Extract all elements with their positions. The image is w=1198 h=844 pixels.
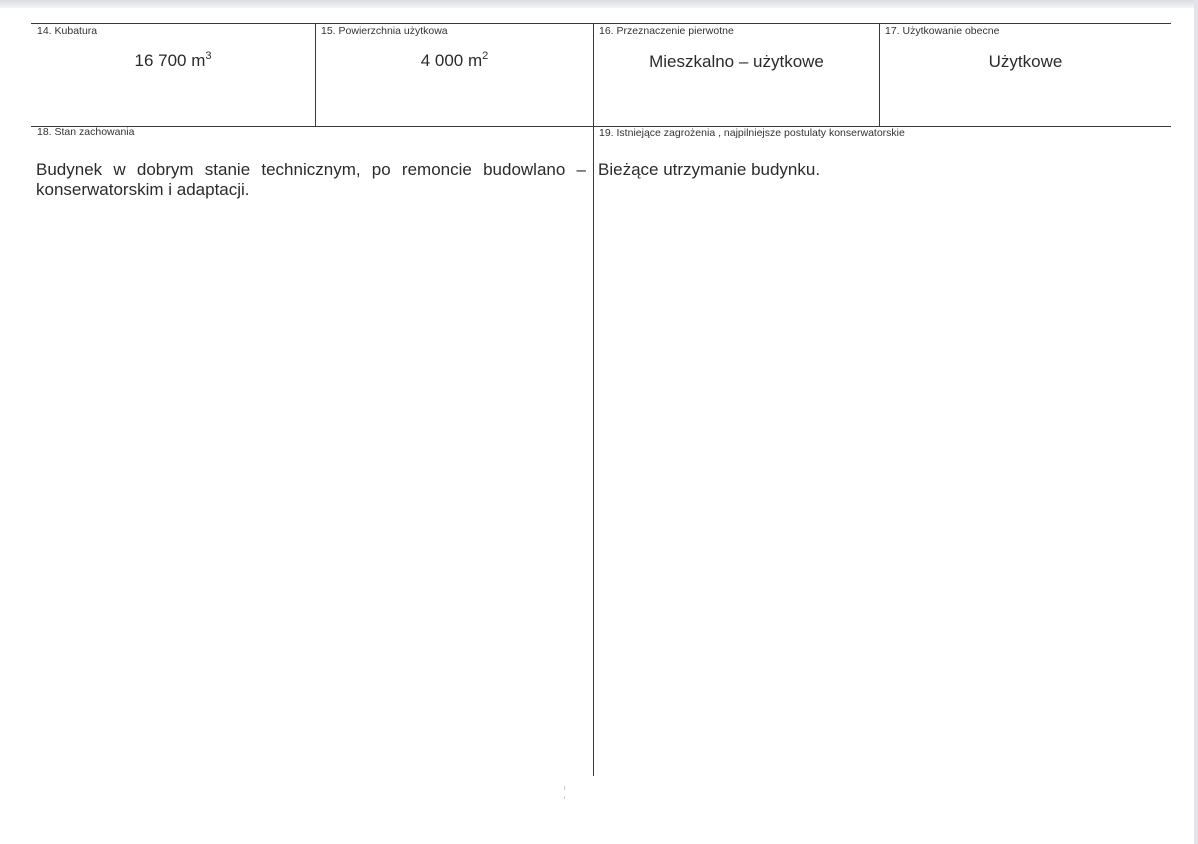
stan-zachowania-line-2: konserwatorskim i adaptacji. [36, 180, 250, 199]
form-top-border [31, 23, 1171, 24]
zagrozenia-label: 19. Istniejące zagrożenia , najpilniejsze postulaty konserwatorskie [599, 127, 905, 139]
uzytkowanie-value: Użytkowe [988, 52, 1063, 71]
divider-16-17 [879, 23, 880, 126]
powierzchnia-value [316, 51, 593, 71]
scan-edge-top [0, 0, 1198, 8]
stan-zachowania-label: 18. Stan zachowania [37, 126, 135, 138]
stan-zachowania-line-1: Budynek w dobrym stanie technicznym, po remoncie budowlano – [36, 160, 586, 179]
powierzchnia-label: 15. Powierzchnia użytkowa [321, 25, 448, 37]
przeznaczenie-label: 16. Przeznaczenie pierwotne [599, 25, 734, 37]
zagrozenia-text: Bieżące utrzymanie budynku. [598, 160, 821, 179]
uzytkowanie-label: 17. Użytkowanie obecne [885, 25, 1000, 37]
kubatura-label: 14. Kubatura [37, 25, 98, 37]
kubatura-number: 16 700 m [134, 51, 206, 70]
powierzchnia-number: 4 000 m [420, 51, 483, 70]
scan-edge-right [1194, 0, 1198, 844]
kubatura-exponent: 3 [205, 50, 212, 62]
scan-mark [564, 796, 565, 799]
stan-zachowania-text [36, 160, 586, 200]
przeznaczenie-value: Mieszkalno – użytkowe [649, 52, 824, 71]
divider-15-16 [593, 23, 594, 776]
kubatura-value [31, 51, 315, 71]
powierzchnia-exponent: 2 [482, 50, 489, 62]
scan-mark [564, 786, 565, 790]
divider-14-15 [315, 23, 316, 126]
